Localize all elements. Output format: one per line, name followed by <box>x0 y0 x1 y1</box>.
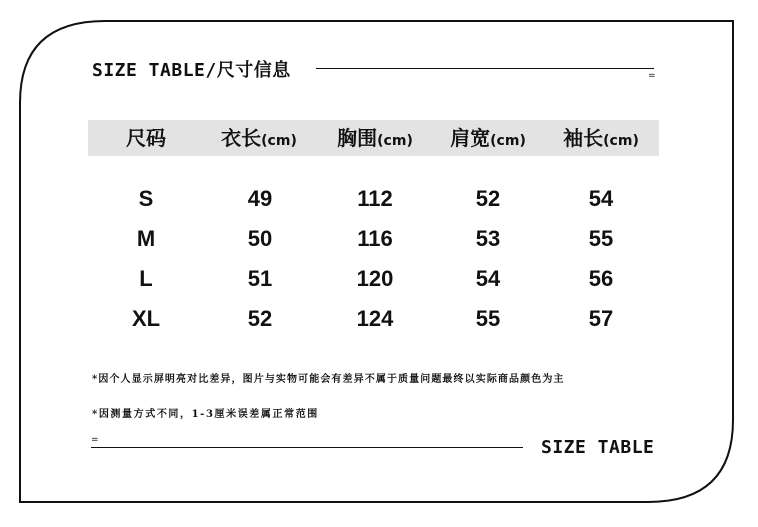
column-header-label: 胸围 <box>337 126 378 150</box>
column-header-size <box>100 120 192 156</box>
chest-cell: 116 <box>357 226 393 251</box>
table-row <box>0 223 758 255</box>
chest-cell: 120 <box>356 266 394 291</box>
column-header-sleeve <box>544 120 658 156</box>
sleeve-cell: 56 <box>588 266 614 291</box>
shoulder-cell: 52 <box>475 186 501 211</box>
column-header-label: 尺码 <box>126 126 166 150</box>
length-cell: 52 <box>247 306 273 331</box>
sleeve-cell: 55 <box>588 226 614 251</box>
size-cell: M <box>136 226 156 251</box>
column-header-unit: (cm) <box>603 133 639 149</box>
column-header-unit: (cm) <box>261 133 297 149</box>
column-header-label: 袖长 <box>563 126 604 150</box>
sleeve-cell: 54 <box>588 186 614 211</box>
size-cell: S <box>138 186 154 211</box>
shoulder-cell: 54 <box>475 266 501 291</box>
length-cell: 50 <box>247 226 273 251</box>
display-difference-note: *因个人显示屏明亮对比差异，图片与实物可能会有差异不属于质量问题最终以实际商品颜色为主 <box>92 374 565 385</box>
column-header-unit: (cm) <box>377 133 413 149</box>
shoulder-cell: 53 <box>475 226 501 251</box>
header-mark: = <box>648 71 656 81</box>
table-row <box>0 183 758 215</box>
column-header-shoulder <box>432 120 544 156</box>
footer-rule <box>91 447 523 448</box>
measurement-tolerance-note: *因测量方式不同，1-3厘米误差属正常范围 <box>92 409 319 420</box>
table-row <box>0 303 758 335</box>
chest-cell: 112 <box>357 186 393 211</box>
size-cell: XL <box>131 306 161 331</box>
column-header-chest <box>318 120 432 156</box>
sleeve-cell: 57 <box>588 306 614 331</box>
footer-title: SIZE TABLE <box>541 437 655 458</box>
column-header-label: 肩宽 <box>450 126 491 150</box>
header-title: SIZE TABLE/尺寸信息 <box>92 60 291 81</box>
table-row <box>0 263 758 295</box>
footer-mark: = <box>91 435 99 445</box>
column-header-label: 衣长 <box>221 126 262 150</box>
header-rule <box>316 68 654 69</box>
column-header-unit: (cm) <box>490 133 526 149</box>
chest-cell: 124 <box>356 306 394 331</box>
length-cell: 49 <box>247 186 273 211</box>
column-header-length <box>200 120 318 156</box>
shoulder-cell: 55 <box>475 306 501 331</box>
size-cell: L <box>139 266 153 291</box>
length-cell: 51 <box>247 266 273 291</box>
